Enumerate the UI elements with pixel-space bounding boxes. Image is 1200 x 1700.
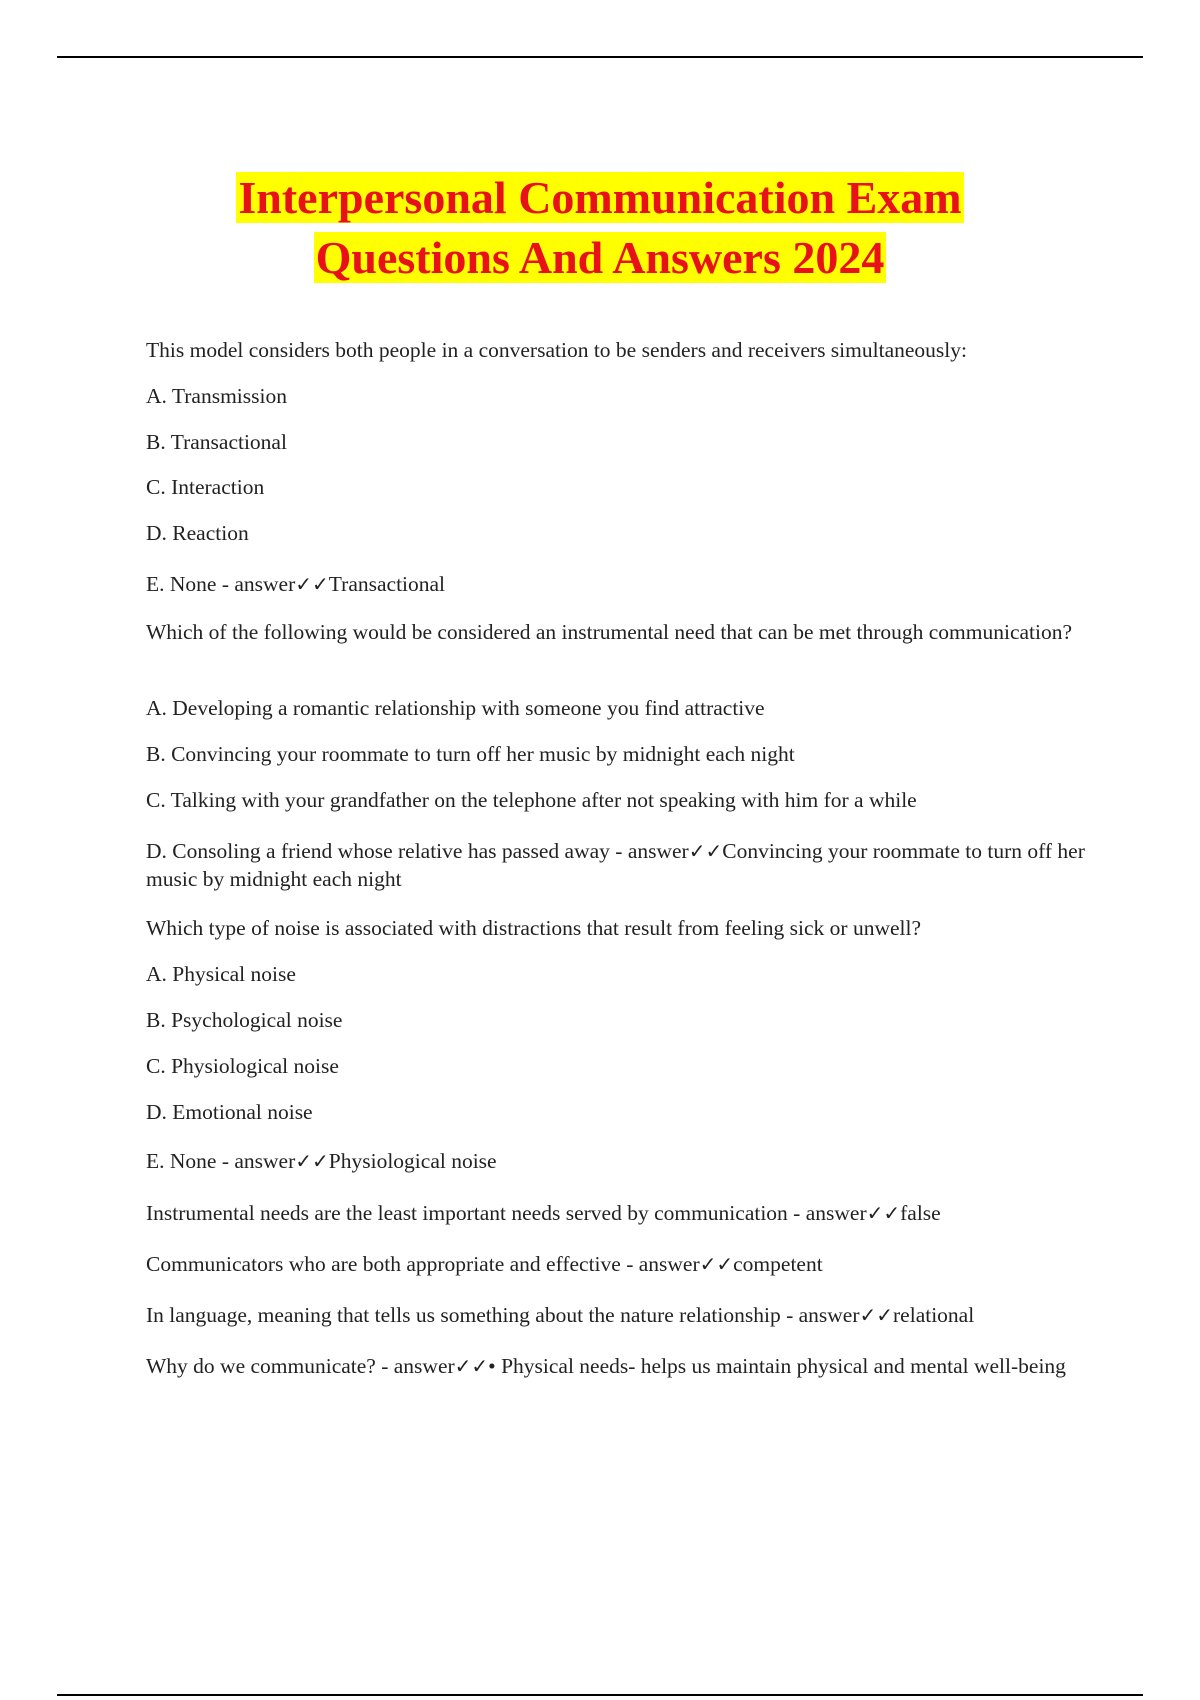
q3-option-d: D. Emotional noise	[146, 1100, 313, 1124]
q2-answer: Convincing your roommate to turn off her music by midnight each night	[146, 839, 1085, 891]
q3-option-c: C. Physiological noise	[146, 1054, 339, 1078]
q7-answer: • Physical needs- helps us maintain physical and mental well-being	[488, 1354, 1066, 1378]
q6-item	[146, 1301, 974, 1329]
q1-option-b: B. Transactional	[146, 430, 287, 454]
q2-option-a: A. Developing a romantic relationship with someone you find attractive	[146, 696, 765, 720]
q5-prompt: Communicators who are both appropriate and effective - answer	[146, 1252, 700, 1276]
q1-question: This model considers both people in a conversation to be senders and receivers simultaneously:	[146, 338, 967, 362]
double-check-icon: ✓✓	[859, 1303, 894, 1327]
double-check-icon: ✓✓	[295, 1149, 329, 1173]
q2-question: Which of the following would be considered an instrumental need that can be met through communication?	[146, 620, 1073, 644]
q7-item	[146, 1352, 1076, 1380]
double-check-icon: ✓✓	[866, 1201, 901, 1225]
bottom-rule	[57, 1694, 1143, 1696]
q1-option-a: A. Transmission	[146, 384, 287, 408]
q5-answer: competent	[733, 1252, 823, 1276]
q4-answer: false	[900, 1201, 941, 1225]
q6-answer: relational	[893, 1303, 975, 1327]
double-check-icon: ✓✓	[699, 1252, 734, 1276]
q2-option-d-answer	[146, 837, 1096, 893]
q3-option-e: E. None - answer	[146, 1149, 296, 1173]
title-line-1: Interpersonal Communication Exam	[238, 172, 962, 223]
q2-option-b: B. Convincing your roommate to turn off her music by midnight each night	[146, 742, 795, 766]
q1-option-e: E. None - answer	[146, 572, 296, 596]
q3-option-e-answer	[146, 1147, 497, 1175]
double-check-icon: ✓✓	[295, 572, 329, 596]
q1-option-d: D. Reaction	[146, 521, 249, 545]
q2-option-d: D. Consoling a friend whose relative has passed away - answer	[146, 839, 689, 863]
q4-prompt: Instrumental needs are the least important needs served by communication - answer	[146, 1201, 867, 1225]
q7-prompt: Why do we communicate? - answer	[146, 1354, 455, 1378]
q2-option-c: C. Talking with your grandfather on the telephone after not speaking with him for a while	[146, 788, 917, 812]
q6-prompt: In language, meaning that tells us something about the nature relationship - answer	[146, 1303, 860, 1327]
q3-question: Which type of noise is associated with distractions that result from feeling sick or unwell?	[146, 916, 921, 940]
q4-item	[146, 1199, 941, 1227]
title-line-2: Questions And Answers 2024	[315, 232, 885, 283]
q1-option-c: C. Interaction	[146, 475, 265, 499]
q1-answer: Transactional	[328, 572, 446, 596]
q3-option-b: B. Psychological noise	[146, 1008, 343, 1032]
q1-option-e-answer	[146, 570, 445, 598]
double-check-icon: ✓✓	[688, 839, 723, 863]
q3-option-a: A. Physical noise	[146, 962, 296, 986]
q5-item	[146, 1250, 823, 1278]
double-check-icon: ✓✓	[454, 1354, 489, 1378]
q3-answer: Physiological noise	[328, 1149, 497, 1173]
